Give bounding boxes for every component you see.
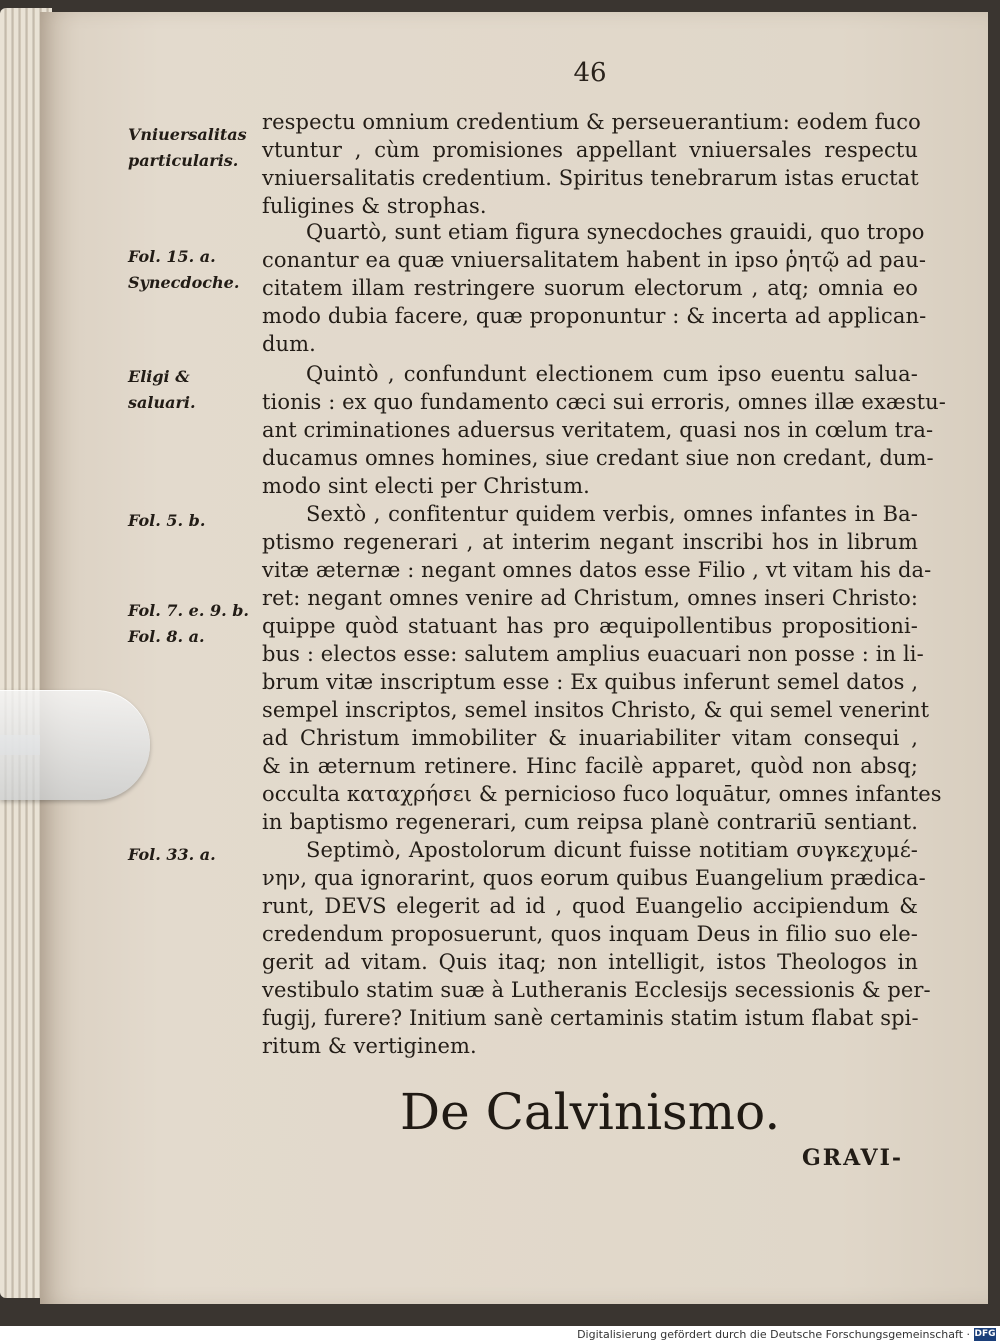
text-line: respectu omnium credentium & perseuerantium: eodem fuco xyxy=(262,110,921,134)
text-line: runt, DEVS elegerit ad id , quod Euangelio accipiendum & xyxy=(262,894,918,918)
text-line: quippe quòd statuant has pro æquipollentibus propositioni- xyxy=(262,614,918,638)
text-line: conantur ea quæ vniuersalitatem habent in ipso ῥητῷ ad pau- xyxy=(262,248,927,272)
text-line: occulta καταχρήσει & perniciosо fuco loquātur, omnes infantes xyxy=(262,782,942,806)
margin-note: Eligi & saluari. xyxy=(128,367,196,412)
text-line: dum. xyxy=(262,332,316,356)
text-line: ant criminationes aduersus veritatem, quasi nos in cœlum tra- xyxy=(262,418,934,442)
text-line: Septimò, Apostolorum dicunt fuisse notitiam συγκεχυμέ- xyxy=(306,838,918,862)
footer-credit: Digitalisierung gefördert durch die Deutsche Forschungsgemeinschaft · xyxy=(577,1328,970,1341)
page-number: 46 xyxy=(573,58,607,88)
catchword: GRAVI- xyxy=(802,1145,904,1171)
text-line: vtuntur , cùm promisiones appellant vniuersales respectu xyxy=(262,138,918,162)
text-line: tionis : ex quo fundamento cæci sui erroris, omnes illæ exæstu- xyxy=(262,390,946,414)
section-title: De Calvinismo. xyxy=(400,1083,781,1141)
text-line: modo sint electi per Christum. xyxy=(262,474,590,498)
text-line: ptismo regenerari , at interim negant inscribi hos in librum xyxy=(262,530,918,554)
text-line: Quartò, sunt etiam figura synecdoches grauidi, quo tropo xyxy=(306,220,925,244)
margin-note: Fol. 15. a. Synecdoche. xyxy=(128,247,240,292)
text-line: ad Christum immobiliter & inuariabiliter vitam consequi , xyxy=(262,726,918,750)
dfg-logo: DFG xyxy=(974,1329,996,1339)
text-line: vestibulo statim suæ à Lutheranis Ecclesijs secessionis & per- xyxy=(262,978,931,1002)
text-line: modo dubia facere, quæ proponuntur : & incerta ad applican- xyxy=(262,304,927,328)
text-line: vitæ æternæ : negant omnes datos esse Filio , vt vitam his da- xyxy=(262,558,932,582)
margin-note: Fol. 5. b. xyxy=(128,511,206,530)
page-clip xyxy=(0,690,150,800)
text-line: ducamus omnes homines, siue credant siue non credant, dum- xyxy=(262,446,934,470)
margin-note: Fol. 33. a. xyxy=(128,845,216,864)
text-line: fugij, furere? Initium sanè certaminis statim istum flabat spi- xyxy=(262,1006,919,1030)
text-line: gerit ad vitam. Quis itaq; non intelligit, istos Theologos in xyxy=(262,950,918,974)
margin-note: Vniuersalitas particularis. xyxy=(128,125,247,170)
text-line: vniuersalitatis credentium. Spiritus tenebrarum istas eructat xyxy=(262,166,919,190)
text-line: ritum & vertiginem. xyxy=(262,1034,477,1058)
text-line: citatem illam restringere suorum electorum , atq; omnia eo xyxy=(262,276,918,300)
text-line: Sextò , confitentur quidem verbis, omnes infantes in Ba- xyxy=(306,502,918,526)
margin-note: Fol. 7. e. 9. b. xyxy=(128,601,249,620)
text-line: sempel inscriptos, semel insitos Christo, & qui semel venerint xyxy=(262,698,930,722)
text-line: credendum proposuerunt, quos inquam Deus in filio suo ele- xyxy=(262,922,918,946)
text-line: fuligines & strophas. xyxy=(262,194,487,218)
margin-note: Fol. 8. a. xyxy=(128,627,205,646)
text-line: in baptismo regenerari, cum reipsa planè contrariū sentiant. xyxy=(262,810,918,834)
text-line: & in æternum retinere. Hinc facilè apparet, quòd non absq; xyxy=(262,754,918,778)
text-line: νην, qua ignorarint, quos eorum quibus Euangelium prædica- xyxy=(262,866,926,890)
text-line: ret: negant omnes venire ad Christum, omnes inseri Christo: xyxy=(262,586,918,610)
text-line: bus : electos esse: salutem amplius euacuari non posse : in li- xyxy=(262,642,924,666)
text-line: Quintò , confundunt electionem cum ipso euentu salua- xyxy=(306,362,918,386)
text-line: brum vitæ inscriptum esse : Ex quibus inferunt semel datos , xyxy=(262,670,919,694)
